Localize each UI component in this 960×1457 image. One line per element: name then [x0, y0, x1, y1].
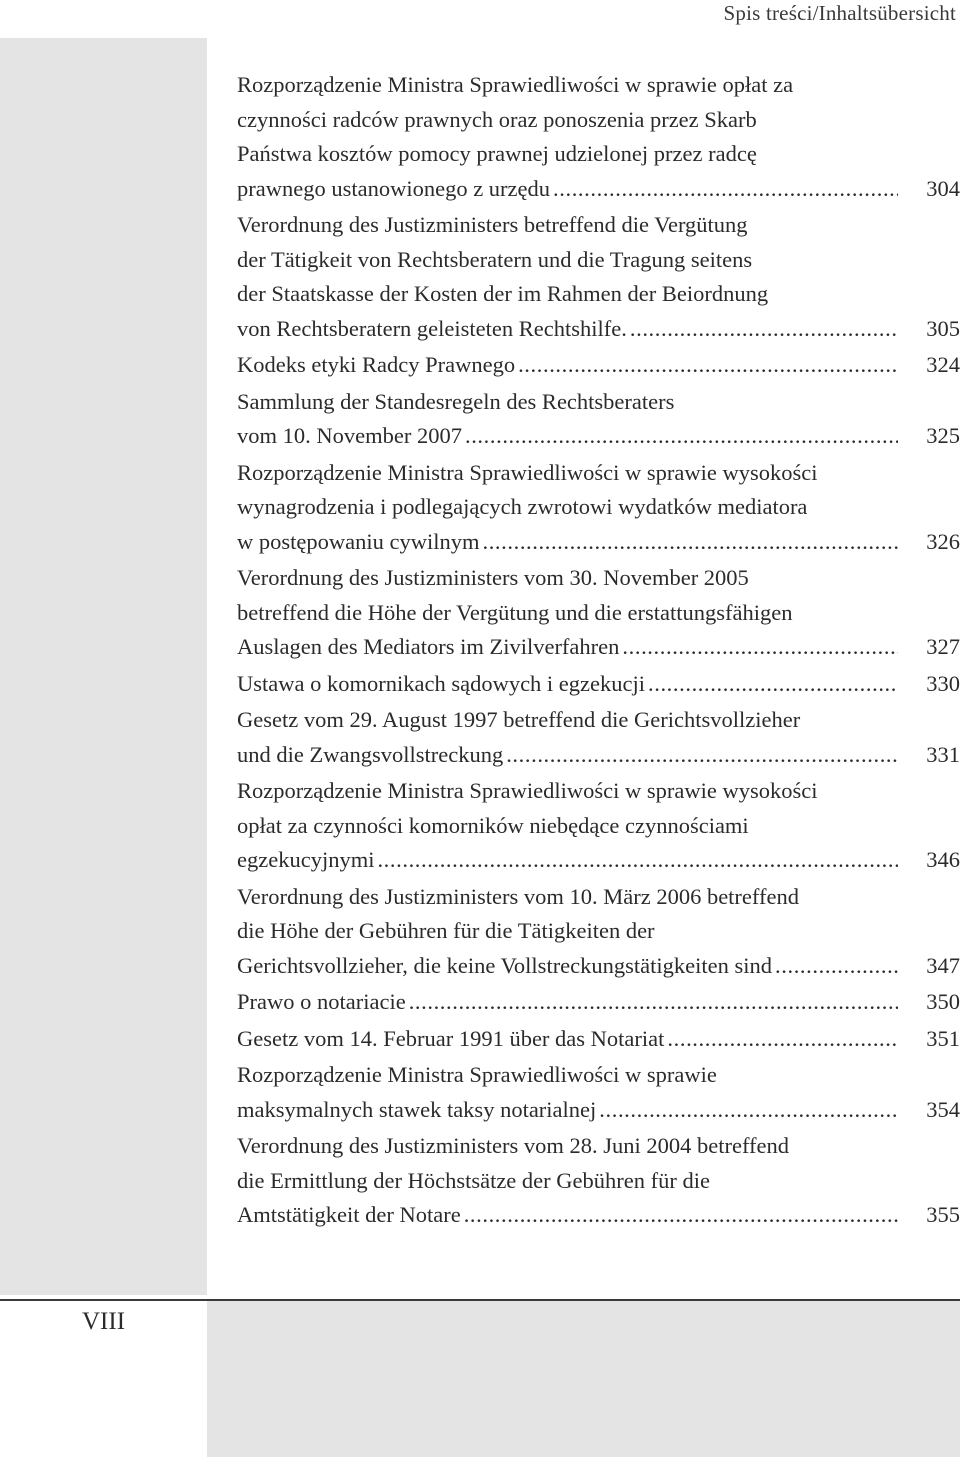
toc-entry-last-line: [237, 1022, 960, 1057]
toc-entry-last-line: [237, 949, 960, 984]
dot-leader: [599, 1093, 898, 1128]
dot-leader: [506, 738, 898, 773]
dot-leader: [482, 525, 898, 560]
dot-leader: [553, 172, 898, 207]
toc-entry-title-line: Państwa kosztów pomocy prawnej udzielonej przez radcę: [237, 141, 757, 166]
toc-entry: [237, 1058, 960, 1127]
toc-entry-title-line: wynagrodzenia i podlegających zwrotowi wydatków mediatora: [237, 494, 808, 519]
toc-entry-title-line: czynności radców prawnych oraz ponoszenia przez Skarb: [237, 106, 757, 132]
toc-entry-page-number: 305: [926, 315, 960, 341]
toc-entry-title-line: Rozporządzenie Ministra Sprawiedliwości w sprawie wysokości: [237, 459, 818, 485]
toc-entry-title-line: die Höhe der Gebühren für die Tätigkeiten der: [237, 918, 655, 943]
toc-entry-title-line: maksymalnych stawek taksy notarialnej: [237, 1096, 597, 1122]
toc-entry-title-line: Verordnung des Justizministers vom 28. Juni 2004 betreffend: [237, 1133, 790, 1158]
toc-entry-page-number: 327: [926, 634, 960, 659]
toc-entry-title-line: Sammlung der Standesregeln des Rechtsberaters: [237, 388, 675, 414]
toc-entry-title-line: Rozporządzenie Ministra Sprawiedliwości w sprawie wysokości: [237, 778, 818, 803]
toc-entry-title-line: vom 10. November 2007: [237, 423, 462, 448]
toc-entry-title-line: w postępowaniu cywilnym: [237, 528, 480, 554]
toc-entry: [237, 68, 960, 206]
dot-leader: [648, 667, 898, 702]
dot-leader: [518, 348, 898, 383]
toc-entry: [237, 1129, 960, 1233]
toc-entry-last-line: [237, 843, 960, 878]
toc-entry: [237, 348, 960, 383]
dot-leader: [622, 630, 898, 665]
toc-entry-page-number: 330: [926, 670, 960, 696]
toc-entry-title-line: betreffend die Höhe der Vergütung und die erstattungsfähigen: [237, 599, 793, 625]
toc-entry: [237, 208, 960, 346]
toc-entry-page-number: 347: [926, 952, 960, 978]
toc-entry: [237, 561, 960, 665]
toc-entry-title-line: der Staatskasse der Kosten der im Rahmen der Beiordnung: [237, 281, 769, 306]
toc-entry-title-line: Gesetz vom 29. August 1997 betreffend die Gerichtsvollzieher: [237, 707, 801, 732]
dot-leader: [465, 419, 898, 454]
toc-entry: [237, 385, 960, 454]
toc-entry-page-number: 346: [926, 847, 960, 872]
toc-entry-title-line: von Rechtsberatern geleisteten Rechtshilfe.: [237, 315, 627, 341]
toc-entry-page-number: 331: [926, 741, 960, 767]
toc-entry-title-line: Verordnung des Justizministers vom 10. März 2006 betreffend: [237, 883, 799, 909]
toc-entry: [237, 456, 960, 560]
toc-entry: [237, 667, 960, 702]
toc-entry: [237, 880, 960, 984]
toc-entry-title-line: Verordnung des Justizministers betreffend die Vergütung: [237, 212, 748, 237]
toc-entry-page-number: 304: [926, 175, 960, 201]
margin-band: [0, 38, 207, 1295]
toc-entry-title-line: Kodeks etyki Radcy Prawnego: [237, 352, 516, 377]
dot-leader: [409, 985, 898, 1020]
toc-entry-title-line: Verordnung des Justizministers vom 30. November 2005: [237, 565, 749, 590]
toc-entry-page-number: 350: [926, 989, 960, 1014]
toc-entry-title-line: Gesetz vom 14. Februar 1991 über das Notariat: [237, 1025, 665, 1051]
table-of-contents: [237, 68, 960, 1235]
dot-leader: [377, 843, 898, 878]
toc-entry-title-line: Prawo o notariacie: [237, 989, 406, 1014]
toc-entry-last-line: [237, 172, 960, 207]
toc-entry-page-number: 325: [926, 423, 960, 448]
toc-entry-title-line: Amtstätigkeit der Notare: [237, 1202, 461, 1227]
toc-entry: [237, 703, 960, 772]
dot-leader: [775, 949, 898, 984]
toc-entry-title-line: die Ermittlung der Höchstsätze der Gebühren für die: [237, 1167, 710, 1193]
dot-leader: [667, 1022, 898, 1057]
toc-entry-title-line: der Tätigkeit von Rechtsberatern und die Tragung seitens: [237, 246, 753, 272]
dot-leader: [464, 1198, 898, 1233]
toc-entry: [237, 1022, 960, 1057]
toc-entry-title-line: egzekucyjnymi: [237, 847, 375, 872]
toc-entry-last-line: [237, 985, 960, 1020]
toc-entry-last-line: [237, 738, 960, 773]
toc-entry-title-line: Ustawa o komornikach sądowych i egzekucji: [237, 670, 645, 696]
toc-entry-last-line: [237, 419, 960, 454]
toc-entry-last-line: [237, 630, 960, 665]
toc-entry-page-number: 324: [926, 352, 960, 377]
toc-entry-title-line: Auslagen des Mediators im Zivilverfahren: [237, 634, 620, 659]
toc-entry-title-line: Rozporządzenie Ministra Sprawiedliwości w sprawie: [237, 1062, 717, 1087]
toc-entry-page-number: 354: [926, 1096, 960, 1122]
toc-entry-last-line: [237, 312, 960, 347]
toc-entry-title-line: Rozporządzenie Ministra Sprawiedliwości w sprawie opłat za: [237, 72, 794, 97]
toc-entry-last-line: [237, 1198, 960, 1233]
toc-entry-title-line: opłat za czynności komorników niebędące czynnościami: [237, 812, 749, 838]
toc-entry-last-line: [237, 1093, 960, 1128]
toc-entry-title-line: Gerichtsvollzieher, die keine Vollstreckungstätigkeiten sind: [237, 952, 773, 978]
toc-entry-last-line: [237, 348, 960, 383]
toc-entry-page-number: 326: [926, 528, 960, 554]
dot-leader: [630, 312, 898, 347]
toc-entry-page-number: 355: [926, 1202, 960, 1227]
footer-margin-band: [207, 1301, 960, 1457]
page-number: VIII: [81, 1308, 126, 1335]
toc-entry-title-line: prawnego ustanowionego z urzędu: [237, 175, 551, 201]
toc-entry-last-line: [237, 525, 960, 560]
toc-entry-title-line: und die Zwangsvollstreckung: [237, 741, 504, 767]
toc-entry-last-line: [237, 667, 960, 702]
page-header-title: Spis treści/Inhaltsübersicht: [723, 1, 956, 25]
toc-entry-page-number: 351: [926, 1025, 960, 1051]
toc-entry: [237, 985, 960, 1020]
toc-entry: [237, 774, 960, 878]
